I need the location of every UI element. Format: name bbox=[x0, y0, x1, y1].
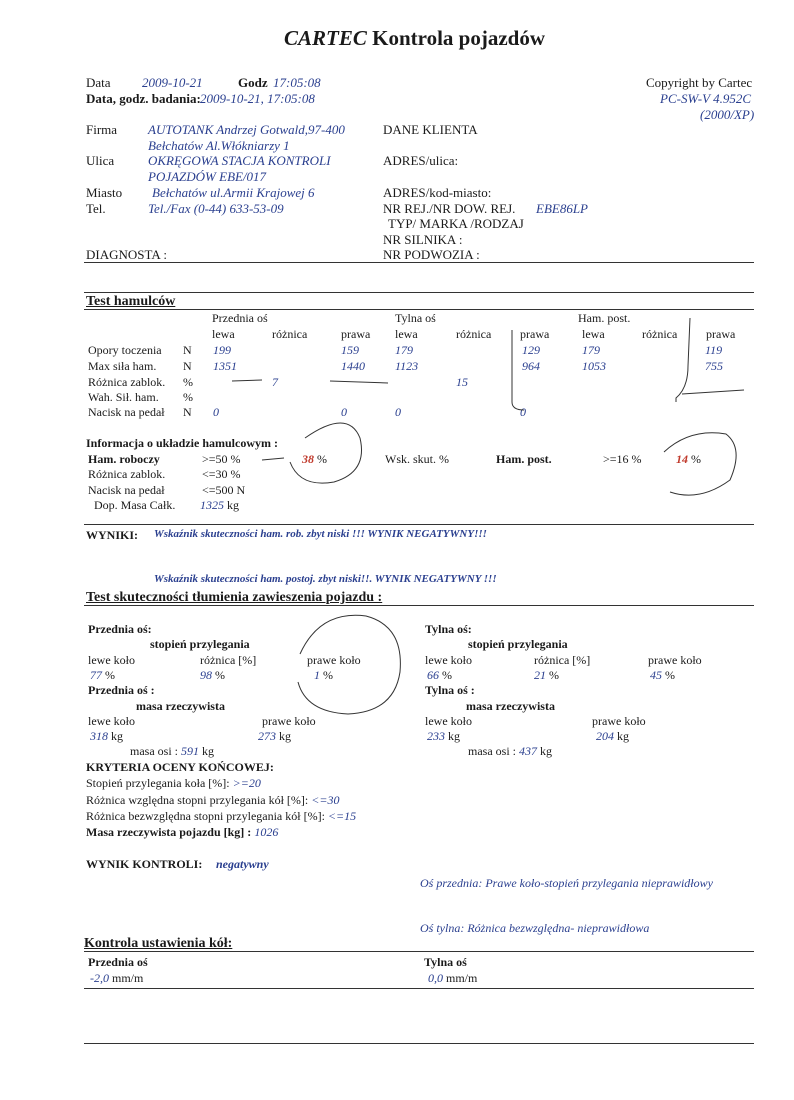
unit: mm/m bbox=[112, 971, 144, 985]
results-label: WYNIKI: bbox=[86, 528, 139, 542]
results-line1: Wskaźnik skuteczności ham. rob. zbyt niski !!! WYNIK NEGATYWNY!!! bbox=[154, 528, 487, 540]
cell: 1440 bbox=[341, 359, 365, 373]
note-front: Oś przednia: Prawe koło-stopień przylegania nieprawidłowy bbox=[420, 876, 713, 890]
cell: 1053 bbox=[582, 359, 606, 373]
val: 1026 bbox=[254, 825, 279, 839]
val: 77 bbox=[90, 668, 102, 682]
pen-bracket bbox=[512, 330, 524, 410]
unit: % bbox=[215, 668, 225, 682]
cell: 199 bbox=[213, 343, 231, 357]
val: <=15 bbox=[327, 809, 357, 823]
unit: % bbox=[549, 668, 559, 682]
val: 273 bbox=[258, 729, 276, 743]
row-label: Opory toczenia bbox=[88, 343, 162, 357]
ham-post-label: Ham. post. bbox=[496, 452, 552, 466]
front-prawe-kolo: prawe koło bbox=[307, 653, 361, 667]
front-title: Przednia oś: bbox=[88, 622, 152, 636]
val: 45 bbox=[650, 668, 662, 682]
val: 318 bbox=[90, 729, 108, 743]
nr-rej-label: NR REJ./NR DOW. REJ. bbox=[383, 201, 516, 216]
unit: % bbox=[105, 668, 115, 682]
group-rear: Tylna oś bbox=[395, 311, 436, 325]
lbl: masa osi : bbox=[130, 744, 178, 758]
val: 204 bbox=[596, 729, 614, 743]
firma-line1: AUTOTANK Andrzej Gotwald,97-400 bbox=[148, 122, 345, 137]
col-park-roznica: różnica bbox=[642, 327, 678, 341]
badanie-label: Data, godz. badania: bbox=[86, 91, 201, 106]
ham-roboczy-value: 38 bbox=[302, 452, 314, 466]
col-rear-prawa: prawa bbox=[520, 327, 550, 341]
note-rear: Oś tylna: Różnica bezwzględna- nieprawidłowa bbox=[420, 921, 650, 935]
col-front-prawa: prawa bbox=[341, 327, 371, 341]
data-label: Data bbox=[86, 75, 111, 90]
col-front-roznica: różnica bbox=[272, 327, 308, 341]
alignment-title: Kontrola ustawienia kół: bbox=[84, 936, 233, 951]
unit: kg bbox=[617, 729, 629, 743]
front-lewe-kolo: lewe koło bbox=[88, 653, 135, 667]
group-park: Ham. post. bbox=[578, 311, 631, 325]
ham-roboczy-req: >=50 % bbox=[202, 452, 241, 466]
typ-marka: TYP/ MARKA /RODZAJ bbox=[388, 216, 524, 231]
cell: 129 bbox=[522, 343, 540, 357]
val: 591 bbox=[181, 744, 199, 758]
cell: 7 bbox=[272, 375, 278, 389]
rear-roznica: różnica [%] bbox=[534, 653, 591, 667]
nr-podwozia: NR PODWOZIA : bbox=[383, 247, 480, 262]
nacisk-label: Nacisk na pedał bbox=[88, 483, 165, 497]
row-unit: % bbox=[183, 390, 193, 404]
cell: 179 bbox=[582, 343, 600, 357]
roznica-req: <=30 % bbox=[202, 467, 241, 481]
dane-klienta: DANE KLIENTA bbox=[383, 122, 478, 137]
ham-post-value: 14 bbox=[676, 452, 688, 466]
pen-circle bbox=[298, 615, 400, 714]
ulica-line2: POJAZDÓW EBE/017 bbox=[148, 169, 267, 184]
adres-kod: ADRES/kod-miasto: bbox=[383, 185, 492, 200]
results-line2: Wskaźnik skuteczności ham. postoj. zbyt niski!!. WYNIK NEGATYWNY !!! bbox=[154, 573, 497, 585]
roznica-label: Różnica zablok. bbox=[88, 467, 166, 481]
row-unit: N bbox=[183, 359, 192, 373]
badanie-value: 2009-10-21, 17:05:08 bbox=[200, 91, 315, 106]
cell: 0 bbox=[395, 405, 401, 419]
masa-unit: kg bbox=[227, 498, 239, 512]
godz-value: 17:05:08 bbox=[273, 75, 321, 90]
rear-prawe-kolo: prawe koło bbox=[648, 653, 702, 667]
godz-label: Godz bbox=[238, 75, 268, 90]
lbl: Stopień przylegania koła [%]: bbox=[86, 776, 230, 790]
lbl: Różnica względna stopni przylegania kół [%]: bbox=[86, 793, 309, 807]
firma-label: Firma bbox=[86, 122, 118, 137]
rear-m-prawe: prawe koło bbox=[592, 714, 646, 728]
lbl: Masa rzeczywista pojazdu [kg] : bbox=[86, 825, 252, 839]
cell: 964 bbox=[522, 359, 540, 373]
wynik-value: negatywny bbox=[216, 857, 269, 871]
nacisk-req: <=500 N bbox=[202, 483, 246, 497]
unit: kg bbox=[111, 729, 123, 743]
unit: kg bbox=[202, 744, 214, 758]
rear-title: Tylna oś: bbox=[425, 622, 472, 636]
cell: 179 bbox=[395, 343, 413, 357]
row-label: Nacisk na pedał bbox=[88, 405, 165, 419]
cell: 159 bbox=[341, 343, 359, 357]
tel-label: Tel. bbox=[86, 201, 106, 216]
col-rear-roznica: różnica bbox=[456, 327, 492, 341]
val: <=30 bbox=[311, 793, 340, 807]
data-value: 2009-10-21 bbox=[142, 75, 203, 90]
wsk-skut: Wsk. skut. % bbox=[385, 452, 449, 466]
title-rest: Kontrola pojazdów bbox=[372, 26, 545, 50]
cell: 0 bbox=[520, 405, 526, 419]
col-front-lewa: lewa bbox=[212, 327, 235, 341]
pen-bracket bbox=[676, 318, 690, 402]
pen-circle bbox=[664, 433, 736, 495]
ulica-label: Ulica bbox=[86, 153, 115, 168]
title-brand: CARTEC bbox=[284, 26, 367, 50]
pen-stroke bbox=[330, 381, 388, 383]
val: 0,0 bbox=[428, 971, 443, 985]
firma-line2: Bełchatów Al.Włókniarzy 1 bbox=[148, 138, 290, 153]
info-title: Informacja o układzie hamulcowym : bbox=[86, 436, 278, 450]
masa-value: 1325 bbox=[200, 498, 224, 512]
unit: mm/m bbox=[446, 971, 478, 985]
val: -2,0 bbox=[90, 971, 109, 985]
unit: % bbox=[665, 668, 675, 682]
front-masa-rz: masa rzeczywista bbox=[136, 699, 225, 713]
val: 437 bbox=[519, 744, 537, 758]
val: 66 bbox=[427, 668, 439, 682]
val: 98 bbox=[200, 668, 212, 682]
cell: 0 bbox=[341, 405, 347, 419]
cell: 15 bbox=[456, 375, 468, 389]
pen-stroke bbox=[262, 458, 284, 460]
masa-label: Dop. Masa Całk. bbox=[94, 498, 176, 512]
cell: 1123 bbox=[395, 359, 419, 373]
nr-silnika: NR SILNIKA : bbox=[383, 232, 463, 247]
row-label: Różnica zablok. bbox=[88, 375, 166, 389]
front-m-prawe: prawe koło bbox=[262, 714, 316, 728]
pen-stroke bbox=[682, 390, 744, 394]
ulica-line1: OKRĘGOWA STACJA KONTROLI bbox=[148, 153, 331, 168]
suspension-title: Test skuteczności tłumienia zawieszenia pojazdu : bbox=[86, 590, 383, 605]
unit: kg bbox=[540, 744, 552, 758]
os-version: (2000/XP) bbox=[700, 107, 755, 122]
row-unit: % bbox=[183, 375, 193, 389]
unit: % bbox=[323, 668, 333, 682]
rear-m-lewe: lewe koło bbox=[425, 714, 472, 728]
rear-stopien: stopień przylegania bbox=[468, 637, 568, 651]
val: 21 bbox=[534, 668, 546, 682]
unit: kg bbox=[279, 729, 291, 743]
pen-stroke bbox=[232, 380, 262, 381]
col-rear-lewa: lewa bbox=[395, 327, 418, 341]
rear-axle: Tylna oś : bbox=[425, 683, 475, 697]
row-unit: N bbox=[183, 343, 192, 357]
criteria-title: KRYTERIA OCENY KOŃCOWEJ: bbox=[86, 760, 274, 774]
ham-post-unit: % bbox=[691, 452, 701, 466]
group-front: Przednia oś bbox=[212, 311, 268, 325]
miasto-label: Miasto bbox=[86, 185, 123, 200]
lbl: masa osi : bbox=[468, 744, 516, 758]
front-stopien: stopień przylegania bbox=[150, 637, 250, 651]
row-unit: N bbox=[183, 405, 192, 419]
copyright: Copyright by Cartec bbox=[646, 75, 753, 90]
version: PC-SW-V 4.952C bbox=[660, 91, 751, 106]
brakes-title: Test hamulców bbox=[86, 294, 176, 309]
tel-value: Tel./Fax (0-44) 633-53-09 bbox=[148, 201, 284, 216]
lbl: Różnica bezwzględna stopni przylegania kół [%]: bbox=[86, 809, 325, 823]
row-label: Max siła ham. bbox=[88, 359, 157, 373]
cell: 1351 bbox=[213, 359, 237, 373]
col-park-lewa: lewa bbox=[582, 327, 605, 341]
front-roznica: różnica [%] bbox=[200, 653, 257, 667]
unit: % bbox=[442, 668, 452, 682]
col-park-prawa: prawa bbox=[706, 327, 736, 341]
val: 1 bbox=[314, 668, 320, 682]
ham-post-req: >=16 % bbox=[603, 452, 642, 466]
front-axle: Przednia oś : bbox=[88, 683, 155, 697]
row-label: Wah. Sił. ham. bbox=[88, 390, 159, 404]
cell: 119 bbox=[705, 343, 723, 357]
val: >=20 bbox=[232, 776, 261, 790]
front-m-lewe: lewe koło bbox=[88, 714, 135, 728]
rear-masa-rz: masa rzeczywista bbox=[466, 699, 555, 713]
pen-circle bbox=[290, 423, 362, 483]
miasto-value: Bełchatów ul.Armii Krajowej 6 bbox=[152, 185, 315, 200]
unit: kg bbox=[448, 729, 460, 743]
diagnosta-label: DIAGNOSTA : bbox=[86, 247, 167, 262]
align-front-label: Przednia oś bbox=[88, 955, 148, 969]
val: 233 bbox=[427, 729, 445, 743]
wynik-label: WYNIK KONTROLI: bbox=[86, 857, 203, 871]
nr-rej-value: EBE86LP bbox=[536, 201, 588, 216]
ham-roboczy-unit: % bbox=[317, 452, 327, 466]
cell: 755 bbox=[705, 359, 723, 373]
rear-lewe-kolo: lewe koło bbox=[425, 653, 472, 667]
cell: 0 bbox=[213, 405, 219, 419]
align-rear-label: Tylna oś bbox=[424, 955, 467, 969]
adres-ulica: ADRES/ulica: bbox=[383, 153, 459, 168]
ham-roboczy-label: Ham. roboczy bbox=[88, 452, 160, 466]
